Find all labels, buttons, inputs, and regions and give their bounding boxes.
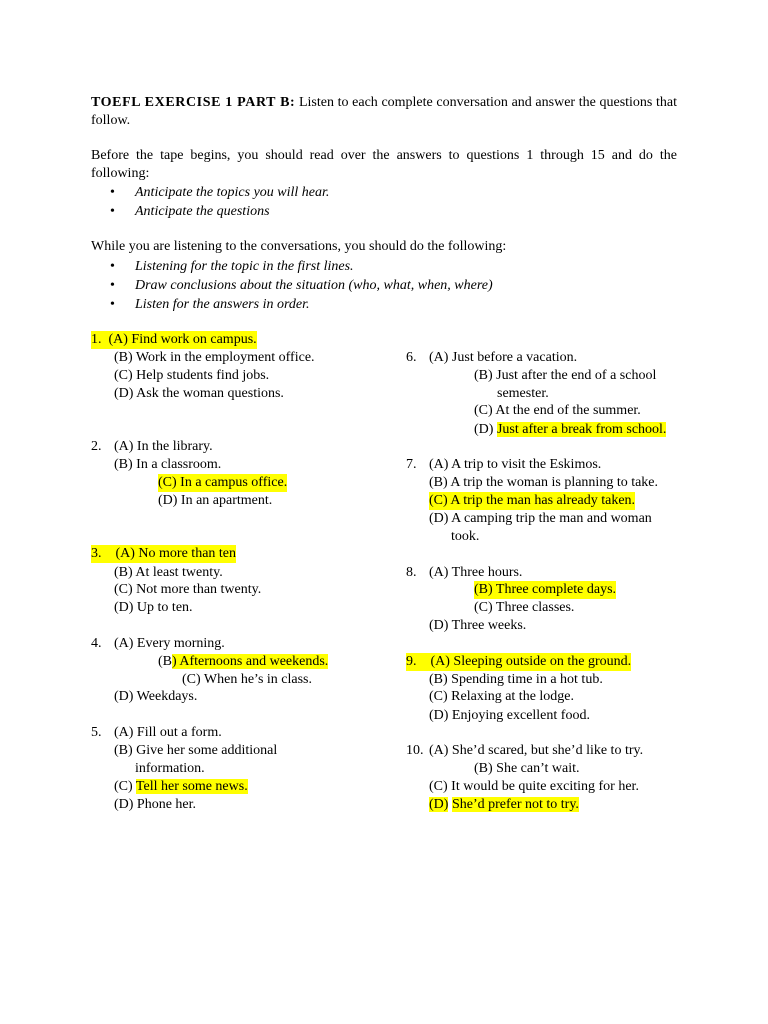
answer-option: (A) She’d scared, but she’d like to try. (429, 743, 644, 758)
answer-option: (D) A camping trip the man and woman (429, 511, 652, 526)
exercise-instruction: Listen to each complete conversation and answer the questions that follow. (91, 95, 678, 128)
answer-option: (D) Enjoying excellent food. (429, 708, 590, 723)
answer-option-highlighted: (C) Tell her some news. (114, 779, 248, 794)
answer-option: (C) Not more than twenty. (114, 582, 262, 597)
bullet-item: • Listening for the topic in the first lines. (110, 259, 354, 274)
answer-option: (A) A trip to visit the Eskimos. (429, 457, 602, 472)
answer-option-continued: took. (451, 529, 480, 544)
answer-option: (D) Phone her. (114, 797, 197, 812)
answer-option: (A) Every morning. (114, 636, 225, 651)
answer-option: (C) Help students find jobs. (114, 368, 270, 383)
answer-option: (A) In the library. (114, 439, 213, 454)
answer-option: (A) Sleeping outside on the ground. (430, 654, 632, 669)
answer-option: (D) Up to ten. (114, 600, 193, 615)
bullet-item: • Listen for the answers in order. (110, 297, 310, 312)
question-number: 4. (91, 636, 102, 651)
intro-paragraph-2: While you are listening to the conversations, you should do the following: (91, 239, 507, 254)
question-1-line (91, 331, 257, 349)
answer-option: (B) At least twenty. (114, 565, 223, 580)
answer-option: (C) When he’s in class. (182, 672, 312, 687)
answer-option-highlighted: (B) Afternoons and weekends. (158, 654, 329, 669)
answer-option: (C) At the end of the summer. (474, 403, 641, 418)
answer-option: (C) Relaxing at the lodge. (429, 689, 575, 704)
answer-option: (C) It would be quite exciting for her. (429, 779, 639, 794)
bullet-icon: • (110, 204, 115, 219)
answer-option: (B) A trip the woman is planning to take. (429, 475, 659, 490)
question-number: 8. (406, 565, 417, 580)
answer-option: (D) In an apartment. (158, 493, 273, 508)
answer-option: (A) Three hours. (429, 565, 523, 580)
answer-option: (D) Ask the woman questions. (114, 386, 284, 401)
answer-option: (B) Spending time in a hot tub. (429, 672, 603, 687)
question-9-line (406, 653, 631, 671)
answer-option-continued: semester. (497, 386, 549, 401)
exercise-title: TOEFL EXERCISE 1 PART B: (91, 95, 296, 110)
answer-option: (B) Just after the end of a school (474, 368, 657, 383)
question-number: 3. (91, 546, 102, 561)
question-number: 2. (91, 439, 102, 454)
question-number: 5. (91, 725, 102, 740)
answer-option-highlighted: (C) In a campus office. (158, 475, 288, 490)
bullet-icon: • (110, 297, 115, 312)
answer-option: (A) No more than ten (115, 546, 237, 561)
answer-option-continued: information. (135, 761, 205, 776)
intro-paragraph-1: Before the tape begins, you should read over the answers to questions 1 through 15 and do the following: (91, 148, 677, 181)
answer-option-highlighted: (D) She’d prefer not to try. (429, 797, 579, 812)
answer-option: (B) Give her some additional (114, 743, 278, 758)
answer-option: (C) Three classes. (474, 600, 575, 615)
question-number: 6. (406, 350, 417, 365)
bullet-icon: • (110, 259, 115, 274)
answer-option: (A) Just before a vacation. (429, 350, 578, 365)
question-number: 9. (406, 654, 417, 669)
question-number: 10. (406, 743, 424, 758)
bullet-item: • Anticipate the topics you will hear. (110, 185, 330, 200)
answer-option: (D) Three weeks. (429, 618, 527, 633)
question-number: 1. (91, 332, 102, 347)
bullet-icon: • (110, 278, 115, 293)
answer-option: (B) Work in the employment office. (114, 350, 315, 365)
question-3-line (91, 545, 236, 563)
answer-option-highlighted: (D) Just after a break from school. (474, 422, 667, 437)
exercise-heading (91, 94, 677, 130)
answer-option: (D) Weekdays. (114, 689, 198, 704)
bullet-item: • Draw conclusions about the situation (who, what, when, where) (110, 278, 493, 293)
answer-option-highlighted: (B) Three complete days. (474, 582, 617, 597)
answer-option: (B) She can’t wait. (474, 761, 580, 776)
question-number: 7. (406, 457, 417, 472)
answer-option: (A) Fill out a form. (114, 725, 222, 740)
answer-option: (B) In a classroom. (114, 457, 222, 472)
bullet-icon: • (110, 185, 115, 200)
answer-option-highlighted: (C) A trip the man has already taken. (429, 493, 636, 508)
bullet-item: • Anticipate the questions (110, 204, 270, 219)
answer-option: (A) Find work on campus. (108, 332, 257, 347)
